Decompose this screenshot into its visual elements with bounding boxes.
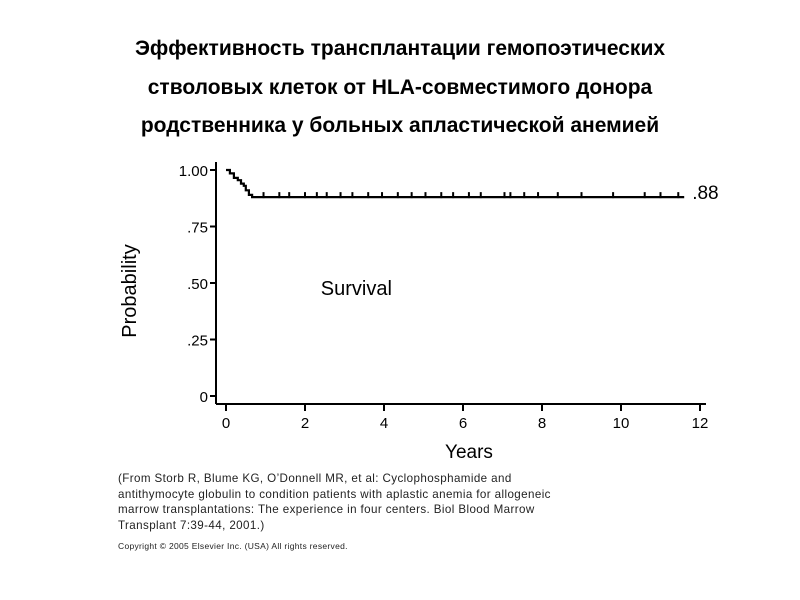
end-value-label: .88 (692, 183, 719, 205)
x-tick-label: 8 (537, 415, 547, 432)
x-tick-label: 6 (458, 415, 468, 432)
slide-title-line: стволовых клеток от HLA-совместимого донора (147, 75, 653, 99)
copyright-notice: Copyright © 2005 Elsevier Inc. (USA) All rights reserved. (118, 541, 348, 551)
x-axis-title: Years (445, 442, 493, 463)
y-axis-title: Probability (119, 244, 141, 338)
y-tick-label: .25 (187, 332, 208, 350)
y-tick-label: 0 (199, 389, 208, 406)
x-tick-label: 12 (691, 415, 709, 432)
survival-curve (226, 170, 684, 197)
citation-line: antithymocyte globulin to condition patients with aplastic anemia for allogeneic (118, 487, 551, 501)
x-tick-label: 4 (379, 415, 389, 432)
y-tick-label: 1.00 (178, 163, 208, 180)
slide-title-line: родственника у больных апластической анемией (140, 114, 660, 137)
y-tick-label: .50 (187, 276, 208, 293)
slide-title-line: Эффективность трансплантации гемопоэтических (134, 37, 666, 60)
x-tick-label: 2 (300, 415, 310, 432)
chart-axes (216, 162, 706, 404)
citation (118, 471, 738, 533)
y-tick-label: .75 (187, 219, 208, 237)
citation-line: Transplant 7:39-44, 2001.) (118, 518, 265, 532)
citation-line: marrow transplantations: The experience in four centers. Biol Blood Marrow (118, 503, 535, 517)
x-tick-label: 0 (221, 415, 231, 432)
survival-annotation: Survival (320, 278, 392, 300)
x-tick-label: 10 (612, 415, 630, 432)
citation-line: (From Storb R, Blume KG, O’Donnell MR, et al: Cyclophosphamide and (118, 472, 512, 485)
